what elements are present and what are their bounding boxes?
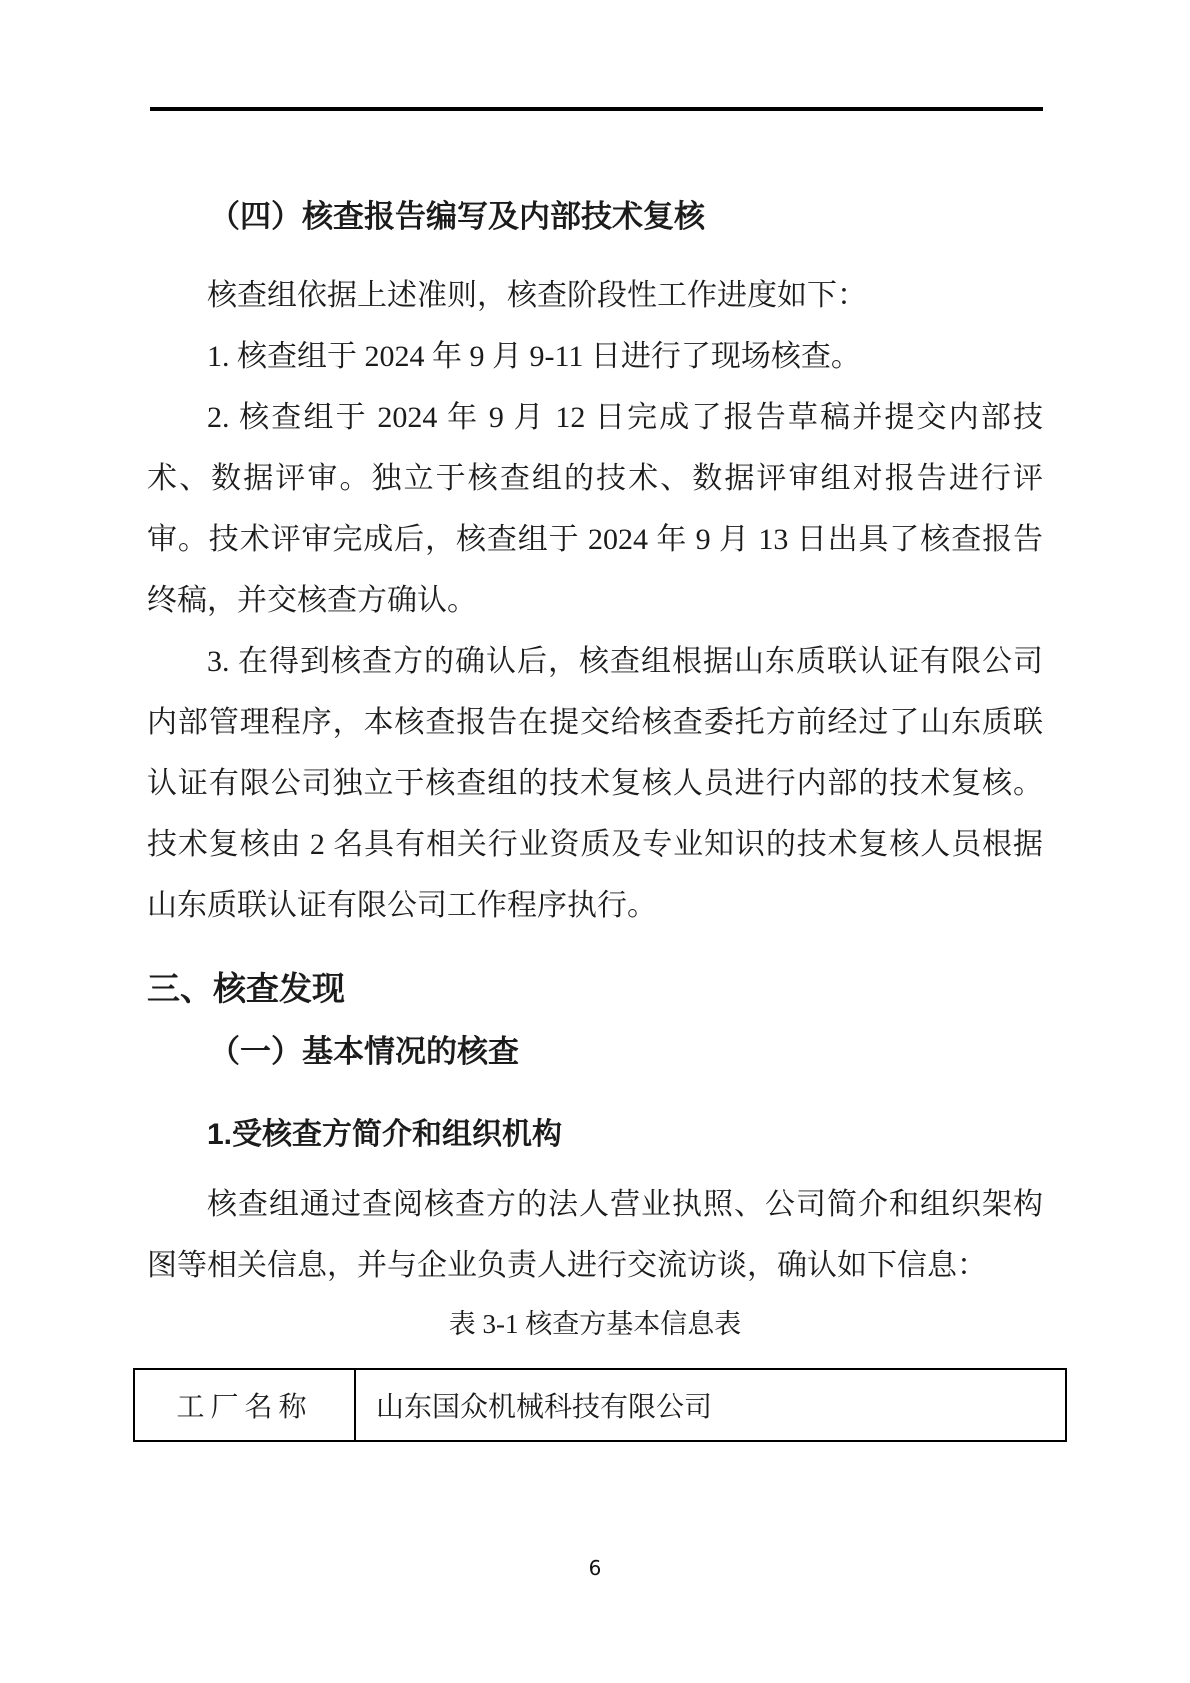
paragraph-section-3-1-1: 核查组通过查阅核查方的法人营业执照、公司简介和组织架构图等相关信息，并与企业负责人进行交流访谈，确认如下信息：: [147, 1188, 1043, 1282]
paragraph-item-1: 1. 核查组于 2024 年 9 月 9-11 日进行了现场核查。: [207, 340, 861, 373]
header-rule: [150, 107, 1043, 111]
heading-section-4: （四）核查报告编写及内部技术复核: [209, 199, 705, 234]
table-row: [134, 1369, 1066, 1441]
paragraph-item-3: 3. 在得到核查方的确认后，核查组根据山东质联认证有限公司内部管理程序，本核查报告在提交给核查委托方前经过了山东质联认证有限公司独立于核查组的技术复核人员进行内部的技术复核。技术复核由 2 名具有相关行业资质及专业知识的技术复核人员根据山东质联认证有限公司工作程序执行。: [147, 645, 1043, 922]
heading-section-3-1-1: 1.受核查方简介和组织机构: [207, 1118, 563, 1151]
table-caption: 表 3-1 核查方基本信息表: [448, 1309, 742, 1339]
table-cell-factory-name-label: 工厂名称: [134, 1369, 355, 1441]
paragraph-item-2: 2. 核查组于 2024 年 9 月 12 日完成了报告草稿并提交内部技术、数据评审。独立于核查组的技术、数据评审组对报告进行评审。技术评审完成后，核查组于 2024 年 9 月 13 日出具了核查报告终稿，并交核查方确认。: [147, 401, 1043, 617]
heading-section-3: 三、核查发现: [147, 970, 345, 1007]
heading-section-3-1: （一）基本情况的核查: [209, 1034, 519, 1069]
basic-info-table: [133, 1368, 1067, 1442]
paragraph-intro: 核查组依据上述准则，核查阶段性工作进度如下：: [207, 279, 867, 312]
table-cell-factory-name-value: 山东国众机械科技有限公司: [355, 1369, 1066, 1441]
page-number: 6: [588, 1556, 602, 1580]
document-body: [147, 195, 1043, 1442]
